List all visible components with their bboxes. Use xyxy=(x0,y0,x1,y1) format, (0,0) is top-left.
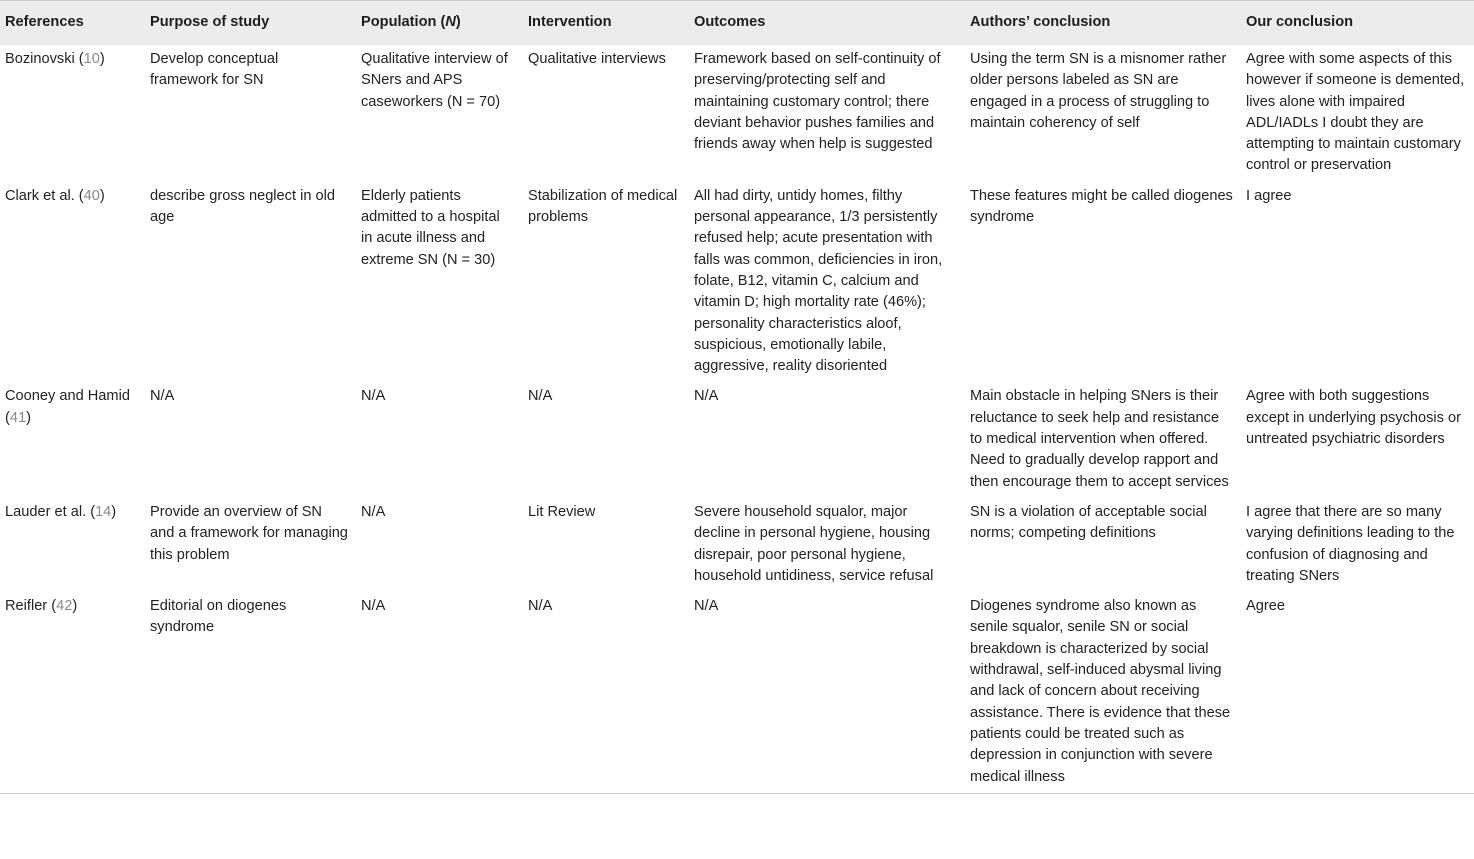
cell-purpose: Editorial on diogenes syndrome xyxy=(145,592,356,793)
cell-population: N/A xyxy=(361,503,386,520)
reference-number-link[interactable]: 42 xyxy=(56,598,73,615)
cell-authors-conclusion: Using the term SN is a misnomer rather older persons labeled as SN are engaged in a process of struggling to maintain coherency of self xyxy=(970,51,1227,131)
cell-intervention: N/A xyxy=(528,388,553,405)
cell-our-conclusion: Agree with both suggestions except in underlying psychosis or untreated psychiatric disorders xyxy=(1246,388,1461,448)
reference-number-link[interactable]: 41 xyxy=(9,409,27,426)
cell-reference xyxy=(0,182,145,383)
cell-intervention: Qualitative interviews xyxy=(528,51,666,67)
table-row xyxy=(0,498,1474,592)
reference-author: Cooney and Hamid ( xyxy=(5,388,130,426)
reference-number-link[interactable]: 10 xyxy=(83,51,100,67)
header-authors-conclusion: Authors’ conclusion xyxy=(970,14,1111,31)
header-our-conclusion: Our conclusion xyxy=(1246,14,1354,31)
cell-our-conclusion: Agree with some aspects of this however if someone is demented, lives alone with impaired ADL/IADLs I doubt they are attempting to maintain customary control or preservation xyxy=(1246,51,1465,174)
cell-authors-conclusion: Main obstacle in helping SNers is their reluctance to seek help and resistance to medical intervention when offered. Need to gradually develop rapport and then encourage them to accept services xyxy=(970,388,1229,490)
reference-close: ) xyxy=(26,409,31,426)
cell-intervention: Stabilization of medical problems xyxy=(528,187,678,226)
header-intervention: Intervention xyxy=(528,14,612,31)
cell-population: Elderly patients admitted to a hospital in acute illness and extreme SN (N = 30) xyxy=(361,187,500,268)
cell-reference xyxy=(0,592,145,793)
cell-purpose: Provide an overview of SN and a framework for managing this problem xyxy=(150,503,348,563)
reference-close: ) xyxy=(111,503,117,520)
table-row xyxy=(0,382,1474,497)
cell-authors-conclusion: Diogenes syndrome also known as senile squalor, senile SN or social breakdown is characterized by social withdrawal, self-induced abysmal living and lack of concern about receiving assistance. There is evidence that these patients could be treated such as depression in conjunction with severe medical illness xyxy=(965,592,1241,793)
cell-authors-conclusion: These features might be called diogenes syndrome xyxy=(970,187,1233,226)
reference-author: Reifler ( xyxy=(5,598,57,615)
reference-author: Bozinovski ( xyxy=(5,51,84,67)
cell-population: Qualitative interview of SNers and APS caseworkers (N = 70) xyxy=(361,51,508,110)
cell-our-conclusion: I agree xyxy=(1246,187,1292,204)
cell-reference xyxy=(0,45,145,182)
cell-purpose: describe gross neglect in old age xyxy=(150,187,335,226)
cell-population: N/A xyxy=(361,388,386,405)
cell-outcomes: Framework based on self-continuity of preserving/protecting self and maintaining customary control; there deviant behavior pushes families and friends away when help is suggested xyxy=(694,51,941,153)
cell-outcomes: N/A xyxy=(694,388,719,405)
table-row xyxy=(0,182,1474,383)
header-row xyxy=(0,1,1474,46)
header-references: References xyxy=(5,14,84,31)
header-purpose: Purpose of study xyxy=(150,14,270,31)
cell-outcomes: All had dirty, untidy homes, filthy personal appearance, 1/3 persistently refused help; acute presentation with falls was common, deficiencies in iron, folate, B12, vitamin C, calcium and vitamin D; high mortality rate (46%); personality characteristics aloof, suspicious, emotionally labile, aggressive, reality disoriented xyxy=(694,187,943,375)
cell-outcomes: Severe household squalor, major decline in personal hygiene, housing disrepair, poor personal hygiene, household untidiness, service refusal xyxy=(694,503,934,584)
reference-number-link[interactable]: 14 xyxy=(95,503,112,520)
reference-close: ) xyxy=(99,187,105,204)
reference-close: ) xyxy=(99,51,105,67)
header-population xyxy=(356,1,523,46)
reference-author: Clark et al. ( xyxy=(5,187,84,204)
reference-author: Lauder et al. ( xyxy=(5,503,96,520)
cell-reference xyxy=(0,498,145,592)
cell-authors-conclusion: SN is a violation of acceptable social norms; competing definitions xyxy=(970,503,1207,542)
reference-close: ) xyxy=(72,598,78,615)
cell-our-conclusion: I agree that there are so many varying definitions leading to the confusion of diagnosing and treating SNers xyxy=(1246,503,1455,584)
table-row xyxy=(0,45,1474,182)
header-population-label: Population ( xyxy=(361,14,446,31)
cell-intervention: N/A xyxy=(523,592,689,793)
cell-purpose: Develop conceptual framework for SN xyxy=(150,51,279,89)
reference-number-link[interactable]: 40 xyxy=(83,187,100,204)
table-row xyxy=(0,592,1474,793)
cell-population: N/A xyxy=(356,592,523,793)
cell-outcomes: N/A xyxy=(689,592,965,793)
header-population-n: N xyxy=(445,14,456,31)
cell-our-conclusion: Agree xyxy=(1241,592,1474,793)
cell-purpose: N/A xyxy=(150,388,175,405)
cell-intervention: Lit Review xyxy=(528,503,596,520)
header-population-close: ) xyxy=(455,14,461,31)
cell-reference xyxy=(0,382,145,497)
header-outcomes: Outcomes xyxy=(694,14,766,31)
